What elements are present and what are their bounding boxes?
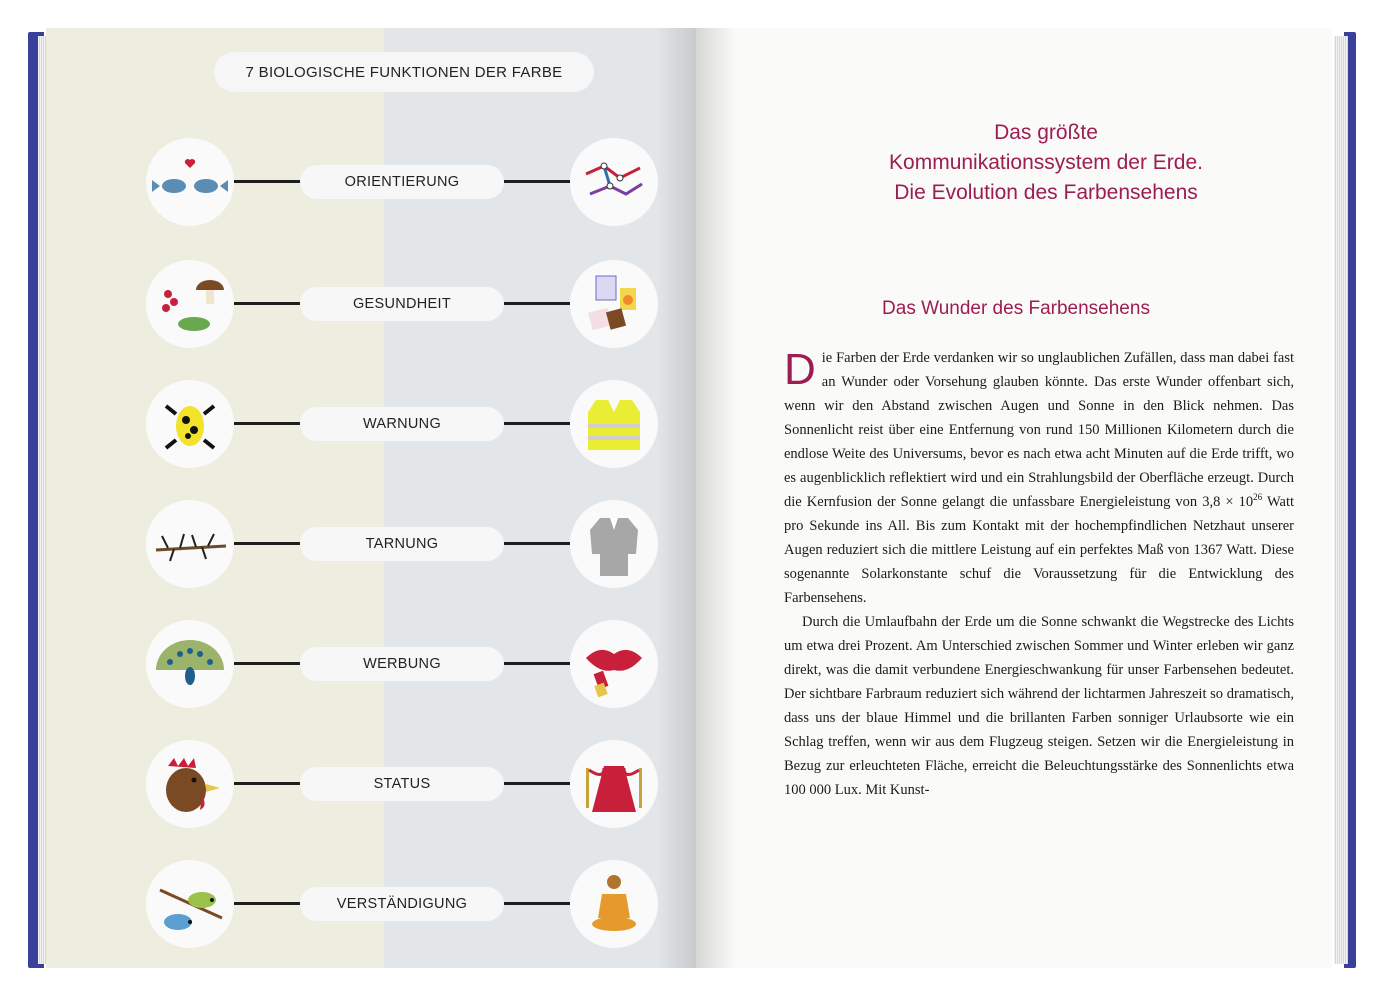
- connector-line: [504, 422, 570, 425]
- lipstick-lips-icon: [570, 620, 658, 708]
- stick-insect-icon: [146, 500, 234, 588]
- section-title: Das Wunder des Farbensehens: [882, 298, 1150, 319]
- connector-line: [234, 422, 300, 425]
- poison-frog-icon: [146, 380, 234, 468]
- paragraph: [784, 346, 1294, 610]
- connector-line: [234, 662, 300, 665]
- connector-line: [504, 782, 570, 785]
- safety-vest-icon: [570, 380, 658, 468]
- connector-line: [234, 902, 300, 905]
- function-label: STATUS: [300, 767, 504, 801]
- body-text: [784, 346, 1294, 802]
- function-row-tarnung: [46, 500, 696, 590]
- paragraph: Durch die Umlaufbahn der Erde um die Sonne schwankt die Wegstrecke des Lichts um etwa drei Prozent. Am Unterschied zwischen Sommer und Winter erleben wir ganz direkt, was die damit verbundene Energieschwankung für unser Farbensehen bedeutet. Der sichtbare Farbraum reduziert sich während der lichtarmen Jahreszeit so dramatisch, dass uns der blaue Himmel und die brillanten Farben sonniger Urlaubsorte wie ein Schlag treffen, wenn wir aus dem Flugzeug steigen. Setzen wir die Energieleistung in Bezug zur erleuchteten Fläche, erreicht die Beleuchtungsstärke des Sonnenlichts etwa 100 000 Lux. Mit Kunst-: [784, 614, 1294, 798]
- connector-line: [504, 662, 570, 665]
- infographic-title: 7 BIOLOGISCHE FUNKTIONEN DER FARBE: [214, 52, 594, 92]
- chapter-title-line: Die Evolution des Farbensehens: [894, 181, 1198, 204]
- exponent: 26: [1253, 492, 1263, 503]
- function-label: GESUNDHEIT: [300, 287, 504, 321]
- connector-line: [234, 542, 300, 545]
- grey-suit-icon: [570, 500, 658, 588]
- rooster-icon: [146, 740, 234, 828]
- drop-cap: D: [784, 345, 816, 394]
- right-page: [696, 28, 1332, 968]
- peacock-icon: [146, 620, 234, 708]
- function-label: VERSTÄNDIGUNG: [300, 887, 504, 921]
- meditating-monk-icon: [570, 860, 658, 948]
- berries-mushroom-leaf-icon: [146, 260, 234, 348]
- connector-line: [234, 180, 300, 183]
- page-edges-right: [1334, 36, 1348, 964]
- left-page: [46, 28, 696, 968]
- connector-line: [504, 302, 570, 305]
- connector-line: [504, 542, 570, 545]
- red-carpet-icon: [570, 740, 658, 828]
- chameleons-icon: [146, 860, 234, 948]
- function-row-warnung: [46, 380, 696, 470]
- connector-line: [234, 782, 300, 785]
- fish-pair-heart-icon: [146, 138, 234, 226]
- function-row-gesundheit: [46, 260, 696, 350]
- function-row-verstaendigung: [46, 860, 696, 950]
- packaged-food-icon: [570, 260, 658, 348]
- function-row-werbung: [46, 620, 696, 710]
- paragraph-text: Watt pro Sekunde ins All. Bis zum Kontakt mit der hochempfindlichen Netzhaut unserer Augen reduziert sich die mittlere Leistung auf ein perfektes Maß von 1367 Watt. Diese sogenannte Solarkonstante schuf die Voraussetzung für die Entwicklung des Farbensehens.: [784, 494, 1294, 606]
- subway-map-icon: [570, 138, 658, 226]
- open-book: [28, 28, 1356, 973]
- chapter-title-line: Kommunikationssystem der Erde.: [889, 151, 1203, 174]
- function-row-status: [46, 740, 696, 830]
- connector-line: [234, 302, 300, 305]
- chapter-title: [816, 118, 1276, 208]
- connector-line: [504, 180, 570, 183]
- function-label: TARNUNG: [300, 527, 504, 561]
- function-label: WERBUNG: [300, 647, 504, 681]
- function-row-orientierung: [46, 138, 696, 228]
- chapter-title-line: Das größte: [994, 121, 1098, 144]
- function-label: WARNUNG: [300, 407, 504, 441]
- function-label: ORIENTIERUNG: [300, 165, 504, 199]
- paragraph-text: ie Farben der Erde verdanken wir so unglaublichen Zufällen, dass man dabei fast an Wunder oder Vorsehung glauben könnte. Das erste Wunder offenbart sich, wenn wir den Abstand zwischen Augen und Sonne in den Blick nehmen. Das Sonnenlicht reist über eine Entfernung von rund 150 Millionen Kilometern durch die endlose Weite des Universums, bevor es nach etwa acht Minuten auf die Erde trifft, wo es augenblicklich reflektiert wird und ein Strahlungsbild der Oberfläche erzeugt. Durch die Kernfusion der Sonne gelangt die unfassbare Energieleistung von 3,8 × 10: [784, 350, 1294, 510]
- connector-line: [504, 902, 570, 905]
